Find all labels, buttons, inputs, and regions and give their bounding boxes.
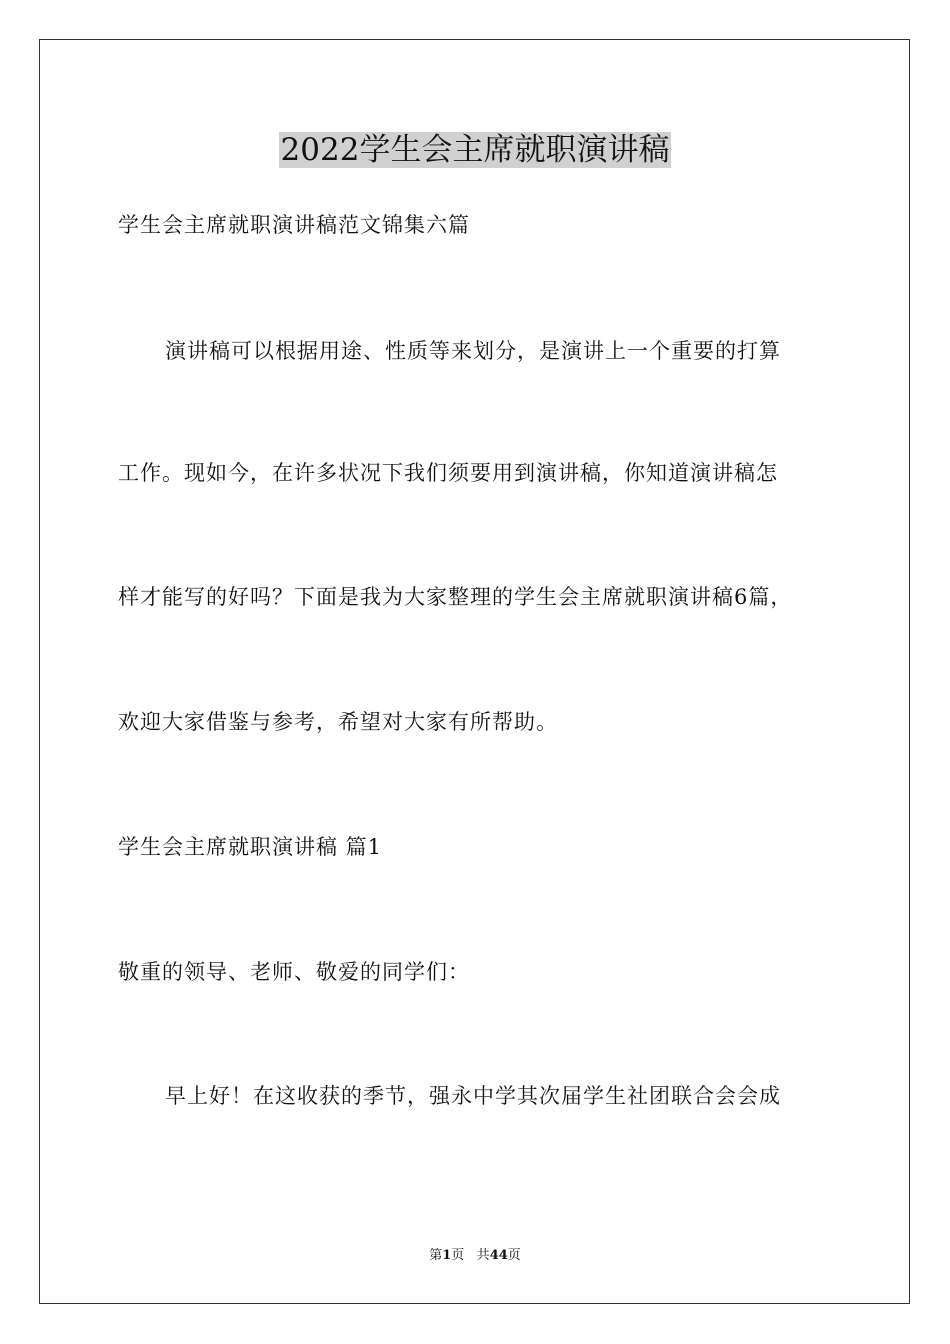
- page-footer: [0, 1247, 950, 1265]
- paragraph-line: 样才能写的好吗？下面是我为大家整理的学生会主席就职演讲稿6篇，: [118, 585, 793, 609]
- total-pages: 44: [489, 1248, 508, 1263]
- total-prefix: 共: [476, 1248, 490, 1263]
- paragraph-line: 演讲稿可以根据用途、性质等来划分，是演讲上一个重要的打算: [165, 339, 781, 363]
- page-suffix: 页: [451, 1248, 465, 1263]
- section-heading: 学生会主席就职演讲稿 篇1: [118, 835, 383, 859]
- paragraph-line: 欢迎大家借鉴与参考，希望对大家有所帮助。: [118, 710, 558, 734]
- page-number: 1: [442, 1248, 452, 1263]
- paragraph-line: 工作。现如今，在许多状况下我们须要用到演讲稿，你知道演讲稿怎: [118, 461, 778, 485]
- paragraph-line: 早上好！在这收获的季节，强永中学其次届学生社团联合会会成: [165, 1084, 781, 1108]
- title-text: 2022学生会主席就职演讲稿: [280, 132, 670, 168]
- page-prefix: 第: [429, 1248, 443, 1263]
- total-suffix: 页: [507, 1248, 521, 1263]
- subtitle-line: 学生会主席就职演讲稿范文锦集六篇: [118, 213, 470, 237]
- document-title: [0, 130, 950, 170]
- salutation-line: 敬重的领导、老师、敬爱的同学们：: [118, 960, 470, 984]
